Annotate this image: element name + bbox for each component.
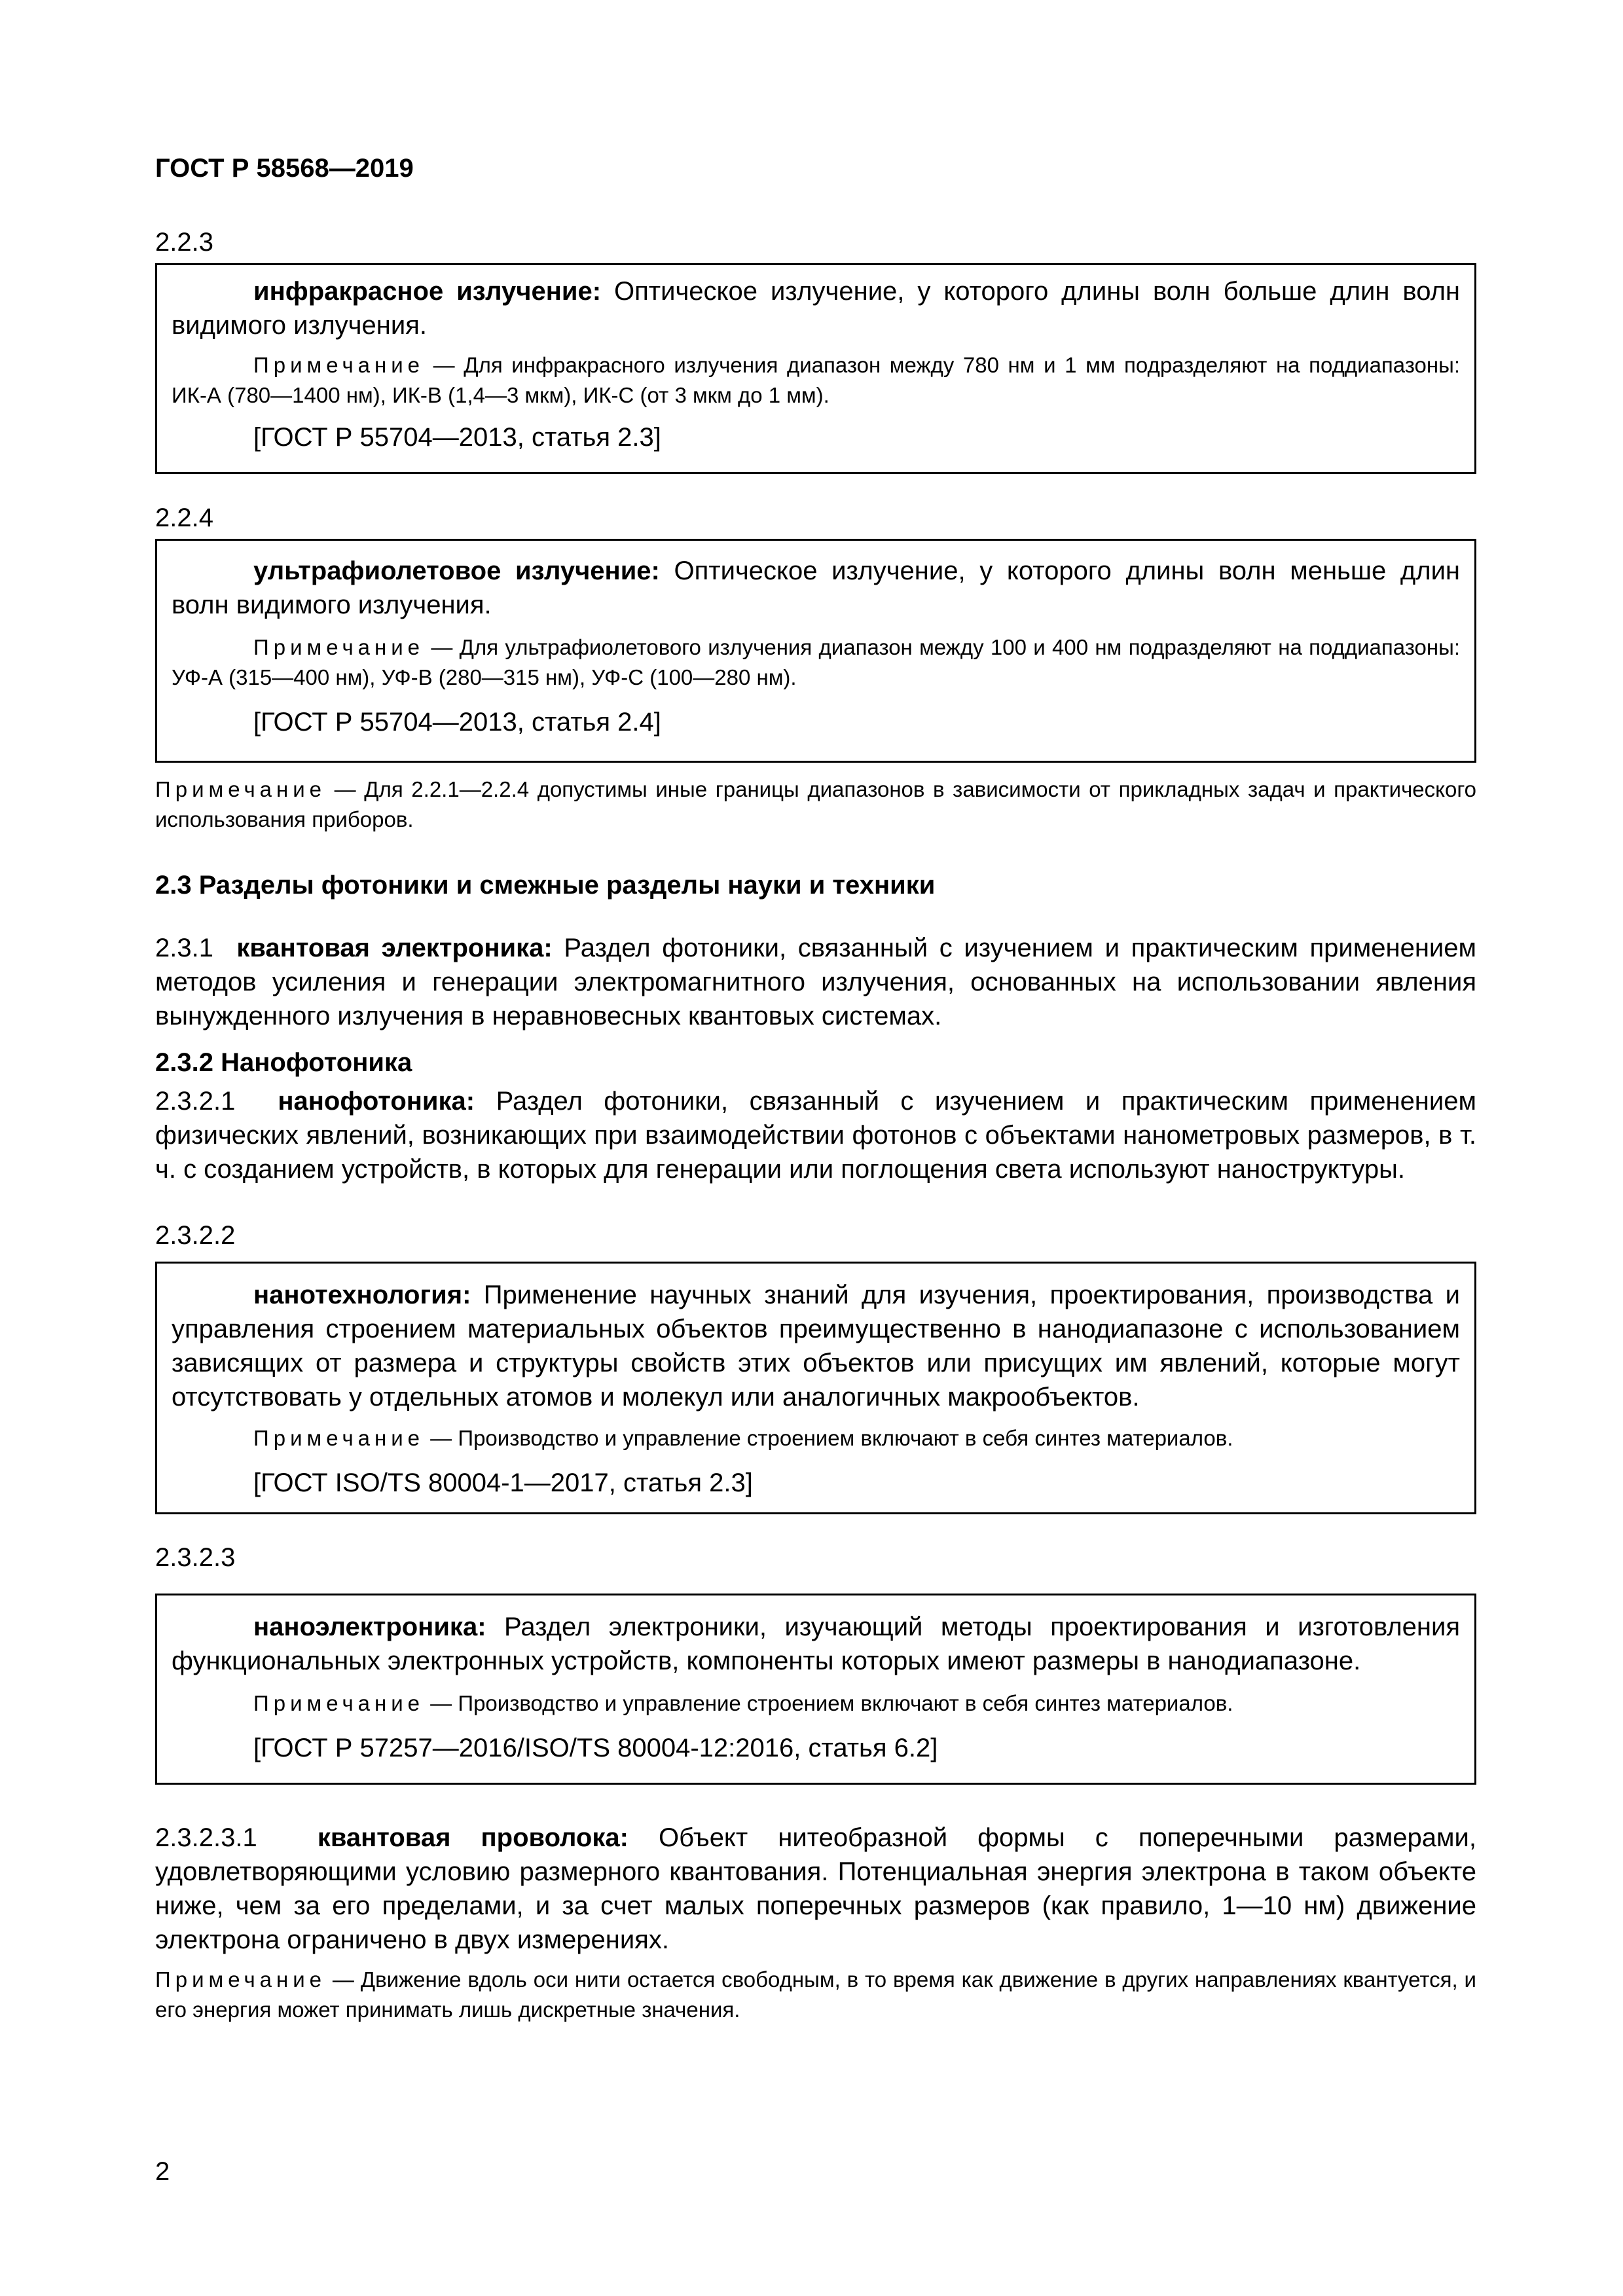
term-name: наноэлектроника: [253,1613,486,1641]
section-note [155,774,1476,835]
note-label: Примечание [253,1691,425,1715]
note-label: Примечание [155,777,327,801]
document-code-header: ГОСТ Р 58568—2019 [155,154,414,183]
entry-number: 2.3.2.2 [155,1221,236,1250]
note-label: Примечание [155,1967,327,1992]
note-text: — Для 2.2.1—2.2.4 допустимы иные границы диапазонов в зависимости от прикладных задач и практического использования приборов. [155,777,1476,831]
term-name: ультрафиолетовое излучение: [253,556,660,585]
term-box-ultraviolet [155,539,1476,763]
definition-text: Оптическое излучение, у которого длины волн меньше длин волн видимого излучения. [172,556,1460,619]
entry-number: 2.3.2.3 [155,1543,236,1572]
term-definition [172,1278,1460,1414]
term-source: [ГОСТ Р 55704—2013, статья 2.3] [253,423,661,452]
definition-text: Раздел фотоники, связанный с изучением и практическим применением методов усиления и генерации электромагнитного излучения, основанных на использовании явления вынужденного излучения в неравновесных квантовых системах. [155,934,1477,1030]
entry-number: 2.3.2.3.1 [155,1823,257,1852]
term-name: квантовая проволока: [317,1823,629,1852]
note-text: — Движение вдоль оси нити остается свободным, в то время как движение в других направлениях квантуется, и его энергия может принимать лишь дискретные значения. [155,1967,1476,2022]
term-name: нанофотоника: [278,1087,475,1116]
note-text: — Производство и управление строением включают в себя синтез материалов. [424,1691,1233,1715]
definition-text: Объект нитеобразной формы с поперечными размерами, удовлетворяющими условию размерного квантования. Потенциальная энергия электрона в таком объекте ниже, чем за его пределами, и за счет малых поперечных размеров (как правило, 1—10 нм) движение электрона ограничено в двух измерениях. [155,1823,1476,1954]
term-note [172,350,1460,410]
term-definition-2-3-2-1 [155,1084,1476,1186]
term-box-nanotechnology [155,1262,1476,1514]
term-source: [ГОСТ Р 57257—2016/ISO/TS 80004-12:2016, статья 6.2] [253,1734,938,1762]
entry-number: 2.3.1 [155,934,213,962]
section-heading-2-3-2: 2.3.2 Нанофотоника [155,1048,412,1077]
definition-text: Оптическое излучение, у которого длины волн больше длин волн видимого излучения. [172,277,1460,340]
term-note [172,1688,1460,1719]
note-label: Примечание [253,635,425,659]
entry-number: 2.2.3 [155,228,213,257]
term-source: [ГОСТ ISO/TS 80004-1—2017, статья 2.3] [253,1468,753,1497]
definition-text: Раздел фотоники, связанный с изучением и практическим применением физических явлений, возникающих при взаимодействии фотонов с объектами нанометровых размеров, в т. ч. с созданием устройств, в которых для генерации или поглощения света используют наноструктуры. [155,1087,1476,1184]
document-page [155,0,1476,2296]
term-definition [172,554,1460,622]
note-text: — Производство и управление строением включают в себя синтез материалов. [424,1426,1233,1450]
note-text: — Для инфракрасного излучения диапазон между 780 нм и 1 мм подразделяют на поддиапазоны: ИК-А (780—1400 нм), ИК-В (1,4—3 мкм), ИК-С (от 3 мкм до 1 мм). [172,353,1460,407]
page-number: 2 [155,2157,170,2186]
term-name: инфракрасное излучение: [253,277,602,306]
note-text: — Для ультрафиолетового излучения диапазон между 100 и 400 нм подразделяют на поддиапазоны: УФ-А (315—400 нм), УФ-В (280—315 нм), УФ-С (100—280 нм). [172,635,1460,689]
entry-number: 2.3.2.1 [155,1087,236,1116]
term-note [172,632,1460,693]
term-definition-2-3-2-3-1 [155,1821,1476,1957]
term-source: [ГОСТ Р 55704—2013, статья 2.4] [253,708,661,737]
term-note [172,1423,1460,1453]
term-definition [172,274,1460,342]
note-label: Примечание [253,1426,425,1450]
note-label: Примечание [253,353,425,377]
term-box-infrared [155,263,1476,474]
term-definition [172,1610,1460,1678]
definition-text: Раздел электроники, изучающий методы проектирования и изготовления функциональных электронных устройств, компоненты которых имеют размеры в нанодиапазоне. [172,1613,1460,1675]
term-name: нанотехнология: [253,1281,471,1309]
entry-number: 2.2.4 [155,503,213,532]
term-definition-2-3-1 [155,931,1476,1033]
term-box-nanoelectronics [155,1594,1476,1785]
term-name: квантовая электроника: [236,934,553,962]
term-note-2-3-2-3-1 [155,1965,1476,2025]
definition-text: Применение научных знаний для изучения, проектирования, производства и управления строением материальных объектов преимущественно в нанодиапазоне с использованием зависящих от размера и структуры свойств этих объектов или присущих им явлений, которые могут отсутствовать у отдельных атомов и молекул или аналогичных макрообъектов. [172,1281,1460,1412]
section-heading-2-3: 2.3 Разделы фотоники и смежные разделы науки и техники [155,871,936,900]
